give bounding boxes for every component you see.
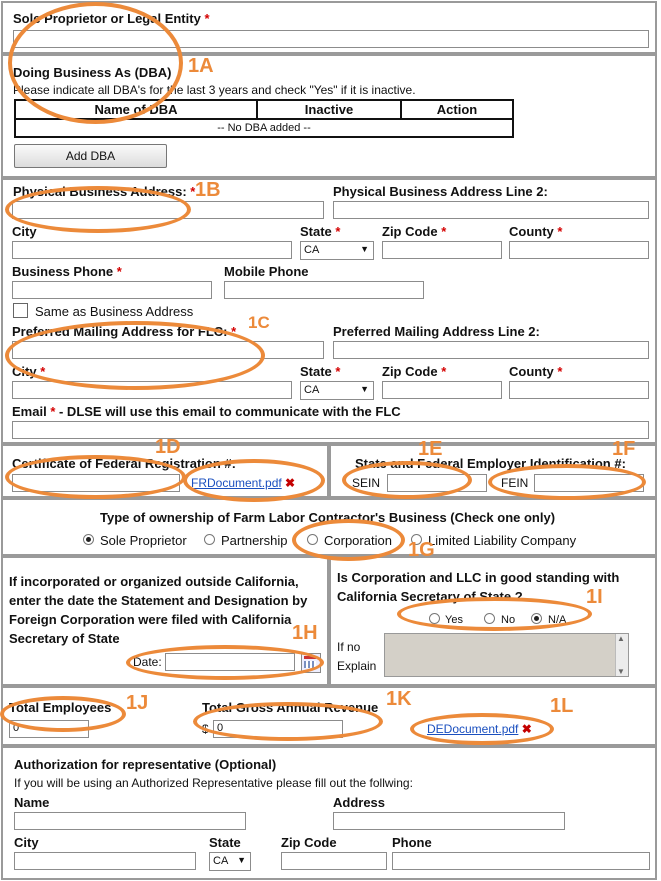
annotation-label-1a: 1A — [188, 55, 214, 77]
explain-textarea[interactable] — [384, 633, 629, 677]
rep-zip-input[interactable] — [281, 852, 387, 870]
chevron-down-icon: ▼ — [360, 244, 369, 254]
rep-city-input[interactable] — [14, 852, 196, 870]
sole-proprietor-input[interactable] — [13, 30, 649, 48]
standing-question: Is Corporation and LLC in good standing with California Secretary of State ? — [337, 570, 620, 604]
standing-radio-na[interactable] — [531, 613, 542, 624]
dba-table — [14, 99, 514, 138]
annotation-label-1d: 1D — [155, 436, 181, 458]
rep-address-label: Address — [333, 795, 386, 810]
ownership-option-llc: Limited Liability Company — [428, 533, 577, 548]
sein-label: SEIN — [352, 476, 381, 490]
authorization-section — [1, 746, 657, 880]
standing-section — [329, 556, 657, 686]
annotation-label-1l: 1L — [550, 695, 574, 717]
ownership-option-sole: Sole Proprietor — [100, 533, 187, 548]
rep-zip-label: Zip Code — [281, 835, 337, 850]
business-phone-input[interactable] — [12, 281, 212, 299]
gross-revenue-input[interactable]: 0 — [213, 720, 343, 738]
rep-city-label: City — [14, 835, 39, 850]
annotation-label-1g: 1G — [408, 539, 435, 561]
sole-proprietor-label: Sole Proprietor or Legal Entity * — [13, 11, 210, 26]
zip-input[interactable] — [382, 241, 502, 259]
ownership-option-partnership: Partnership — [221, 533, 288, 548]
legal-entity-section — [1, 1, 657, 54]
sein-input[interactable] — [387, 474, 487, 492]
de-document-link[interactable]: DEDocument.pdf ✖ — [427, 722, 532, 736]
fr-document-link[interactable]: FRDocument.pdf ✖ — [191, 476, 296, 490]
ownership-title: Type of ownership of Farm Labor Contractor's Business (Check one only) — [100, 510, 556, 525]
date-input[interactable] — [165, 653, 295, 671]
mailing-state-select[interactable]: CA ▼ — [300, 381, 374, 400]
rep-phone-label: Phone — [392, 835, 432, 850]
remove-icon[interactable]: ✖ — [521, 722, 532, 736]
standing-option-no: No — [501, 614, 516, 626]
dba-title: Doing Business As (DBA) — [13, 65, 172, 80]
rep-name-input[interactable] — [14, 812, 246, 830]
rep-state-select[interactable]: CA ▼ — [209, 852, 251, 871]
scroll-down-icon[interactable]: ▼ — [617, 667, 625, 676]
dba-col-name: Name of DBA — [15, 100, 257, 119]
employer-id-section — [329, 444, 657, 498]
scrollbar[interactable] — [615, 634, 628, 676]
dba-instructions: Please indicate all DBA's for the last 3 years and check "Yes" if it is inactive. — [13, 83, 416, 97]
mailing-address-label: Preferred Mailing Address for FLC: * — [12, 324, 237, 339]
dba-section — [1, 54, 657, 178]
county-input[interactable] — [509, 241, 649, 259]
annotation-label-1i: 1I — [586, 586, 603, 608]
mailing-state-label: State * — [300, 364, 341, 379]
incorporation-section — [1, 556, 329, 686]
rep-address-input[interactable] — [333, 812, 565, 830]
address-section — [1, 178, 657, 444]
date-label: Date: — [133, 655, 162, 669]
city-input[interactable] — [12, 241, 292, 259]
standing-radio-yes[interactable] — [429, 613, 440, 624]
physical-address-label: Physical Business Address: * — [13, 184, 196, 199]
email-label: Email * - DLSE will use this email to communicate with the FLC — [12, 404, 401, 419]
dba-col-inactive: Inactive — [257, 100, 401, 119]
incorporation-question: If incorporated or organized outside California, enter the date the Statement and Designation by Foreign Corporation were filed with California Secretary of State — [9, 574, 308, 646]
dba-empty-row: -- No DBA added -- — [15, 119, 513, 137]
email-input[interactable] — [12, 421, 649, 439]
standing-radio-no[interactable] — [484, 613, 495, 624]
scroll-up-icon[interactable]: ▲ — [617, 634, 625, 643]
mailing-zip-label: Zip Code * — [382, 364, 447, 379]
mailing-address-input[interactable] — [12, 341, 324, 359]
ownership-radio-corporation[interactable] — [307, 534, 318, 545]
total-employees-label: Total Employees — [9, 700, 112, 715]
same-as-checkbox[interactable] — [13, 303, 28, 318]
chevron-down-icon: ▼ — [360, 384, 369, 394]
employer-id-label: State and Federal Employer Identification #: — [355, 456, 626, 471]
annotation-label-1f: 1F — [612, 438, 636, 460]
ownership-radio-sole[interactable] — [83, 534, 94, 545]
mailing-county-input[interactable] — [509, 381, 649, 399]
add-dba-button[interactable]: Add DBA — [14, 144, 167, 168]
business-phone-label: Business Phone * — [12, 264, 122, 279]
mobile-phone-label: Mobile Phone — [224, 264, 309, 279]
rep-phone-input[interactable] — [392, 852, 650, 870]
explain-label: If no Explain — [337, 640, 377, 673]
physical-address-line2-input[interactable] — [333, 201, 649, 219]
annotation-label-1c: 1C — [248, 313, 270, 332]
authorization-note: If you will be using an Authorized Representative please fill out the follwing: — [14, 776, 413, 790]
county-label: County * — [509, 224, 563, 239]
mailing-city-input[interactable] — [12, 381, 292, 399]
mobile-phone-input[interactable] — [224, 281, 424, 299]
annotation-label-1b: 1B — [195, 179, 221, 201]
annotation-label-1k: 1K — [386, 688, 412, 710]
total-employees-input[interactable]: 0 — [9, 720, 89, 738]
ownership-section — [1, 498, 657, 556]
fein-input[interactable] — [534, 474, 644, 492]
mailing-city-label: City * — [12, 364, 46, 379]
standing-option-na: N/A — [548, 614, 567, 626]
annotation-label-1j: 1J — [126, 692, 149, 714]
authorization-title: Authorization for representative (Optional) — [14, 757, 277, 772]
physical-address-line2-label: Physical Business Address Line 2: — [333, 184, 548, 199]
physical-address-input[interactable] — [12, 201, 324, 219]
state-label: State * — [300, 224, 341, 239]
remove-icon[interactable]: ✖ — [285, 476, 296, 490]
gross-revenue-label: Total Gross Annual Revenue — [202, 700, 379, 715]
ownership-radio-partnership[interactable] — [204, 534, 215, 545]
mailing-zip-input[interactable] — [382, 381, 502, 399]
mailing-address-line2-input[interactable] — [333, 341, 649, 359]
calendar-icon[interactable] — [301, 653, 321, 673]
city-label: City — [12, 224, 37, 239]
mailing-address-line2-label: Preferred Mailing Address Line 2: — [333, 324, 540, 339]
rep-name-label: Name — [14, 795, 50, 810]
annotation-label-1e: 1E — [418, 438, 443, 460]
chevron-down-icon: ▼ — [237, 855, 246, 865]
standing-option-yes: Yes — [445, 614, 463, 626]
currency-symbol: $ — [202, 722, 209, 736]
ownership-option-corporation: Corporation — [324, 533, 392, 548]
fein-label: FEIN — [501, 476, 529, 490]
dba-col-action: Action — [401, 100, 513, 119]
rep-state-label: State — [209, 835, 241, 850]
state-select[interactable]: CA ▼ — [300, 241, 374, 260]
cert-federal-input[interactable] — [12, 474, 180, 492]
annotation-label-1h: 1H — [292, 622, 318, 644]
cert-federal-label: Certificate of Federal Registration #: — [12, 456, 236, 471]
zip-label: Zip Code * — [382, 224, 447, 239]
same-as-label: Same as Business Address — [35, 304, 194, 319]
mailing-county-label: County * — [509, 364, 563, 379]
